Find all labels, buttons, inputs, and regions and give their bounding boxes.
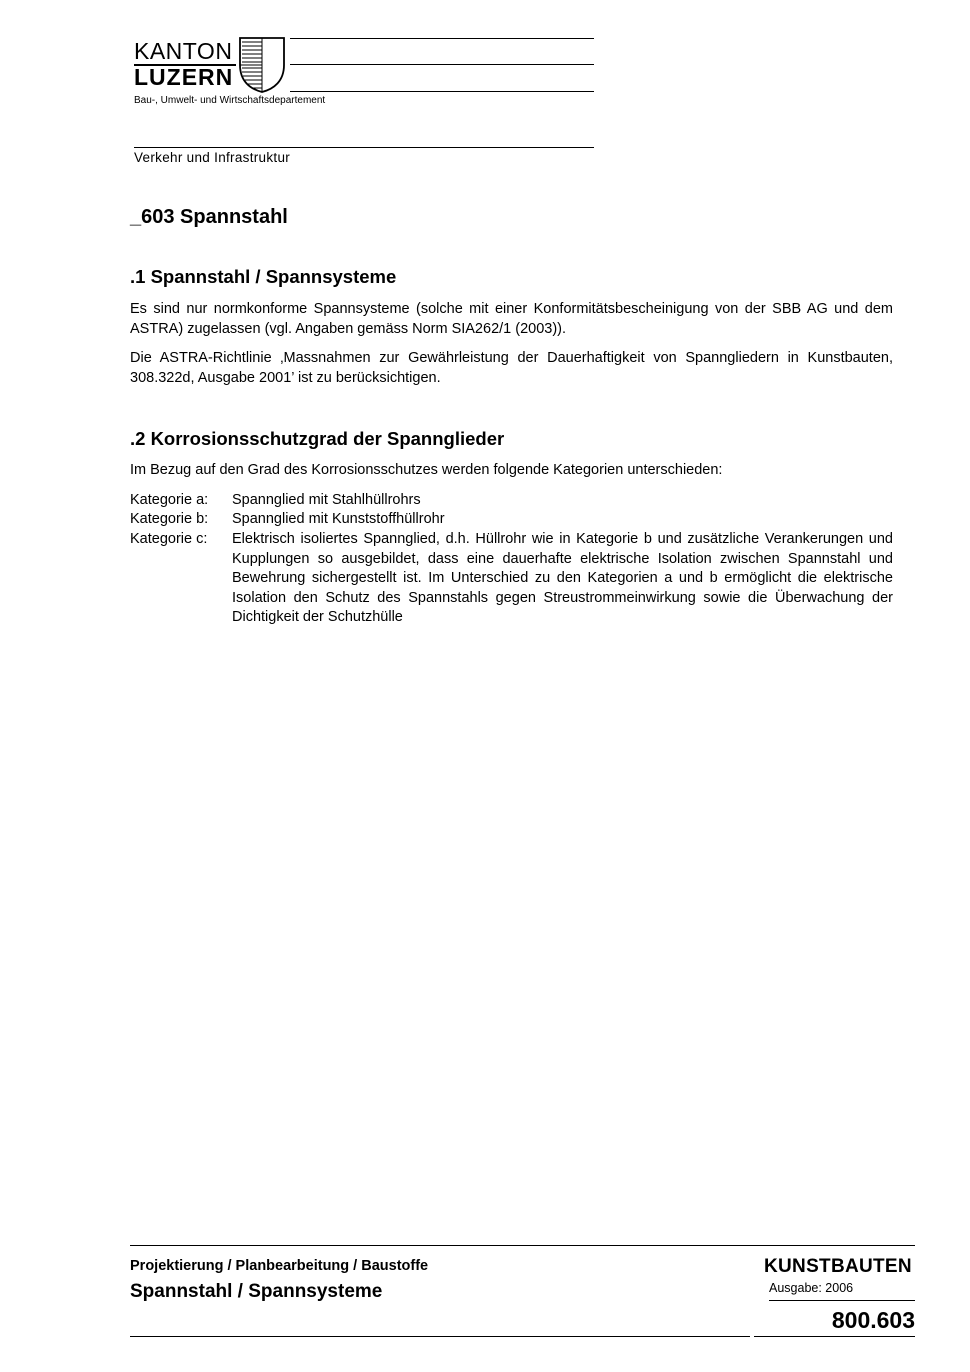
footer-category: KUNSTBAUTEN (764, 1256, 912, 1277)
footer-edition: Ausgabe: 2006 (769, 1281, 854, 1295)
category-row-b (130, 510, 893, 530)
category-text: Spannglied mit Kunststoffhüllrohr (232, 511, 445, 527)
footer-rule-bottom-right (754, 1336, 915, 1337)
footer-kicker: Projektierung / Planbearbeitung / Baustoffe (130, 1258, 429, 1274)
category-row-c (130, 530, 893, 628)
document-title: _603 Spannstahl (130, 206, 288, 228)
section-1-heading: .1 Spannstahl / Spannsysteme (130, 266, 397, 287)
section-1-paragraph-2: Die ASTRA-Richtlinie ‚Massnahmen zur Gewährleistung der Dauerhaftigkeit von Spanngliedern in Kunstbauten, 308.322d, Ausgabe 2001’ ist zu berücksichtigen. (130, 350, 893, 386)
footer-rule-bottom-left (130, 1336, 750, 1337)
logo-luzern-text: LUZERN (134, 64, 234, 90)
section-2-heading: .2 Korrosionsschutzgrad der Spannglieder (130, 428, 505, 449)
footer-rule-mid (769, 1300, 915, 1301)
header-rule-3 (290, 91, 594, 92)
division-rule (134, 147, 594, 148)
section-2-intro: Im Bezug auf den Grad des Korrosionsschutzes werden folgende Kategorien unterschieden: (130, 462, 723, 478)
category-text: Elektrisch isoliertes Spannglied, d.h. Hüllrohr wie in Kategorie b und zusätzliche Verankerungen und Kupplungen so ausgebildet, dass eine dauerhafte elektrische Isolation zwischen Spannstahl und Bewehrung sichergestellt ist. Im Unterschied zu den Kategorien a und b ermöglicht die elektrische Isolation den Schutz des Spannstahls gegen Streustrommeinwirkung sowie die Überwachung der Dichtigkeit der Schutzhülle (232, 531, 893, 625)
footer-subject: Spannstahl / Spannsysteme (130, 1281, 383, 1302)
department-name: Bau-, Umwelt- und Wirtschaftsdepartement (134, 95, 326, 106)
section-1-paragraph-1: Es sind nur normkonforme Spannsysteme (solche mit einer Konformitätsbescheinigung von der SBB AG und dem ASTRA) zugelassen (vgl. Angaben gemäss Norm SIA262/1 (2003)). (130, 301, 893, 337)
category-text: Spannglied mit Stahlhüllrohrs (232, 492, 421, 508)
category-label: Kategorie a: (130, 492, 209, 508)
footer-document-number: 800.603 (831, 1307, 915, 1333)
category-label: Kategorie c: (130, 531, 208, 547)
canton-shield-icon (238, 37, 286, 93)
header-rule-1 (290, 38, 594, 39)
footer-rule-top (130, 1245, 915, 1246)
category-row-a (130, 491, 893, 511)
logo-kanton-text: KANTON (134, 38, 233, 64)
header-rule-2 (290, 64, 594, 65)
division-name: Verkehr und Infrastruktur (134, 150, 291, 165)
category-label: Kategorie b: (130, 511, 209, 527)
